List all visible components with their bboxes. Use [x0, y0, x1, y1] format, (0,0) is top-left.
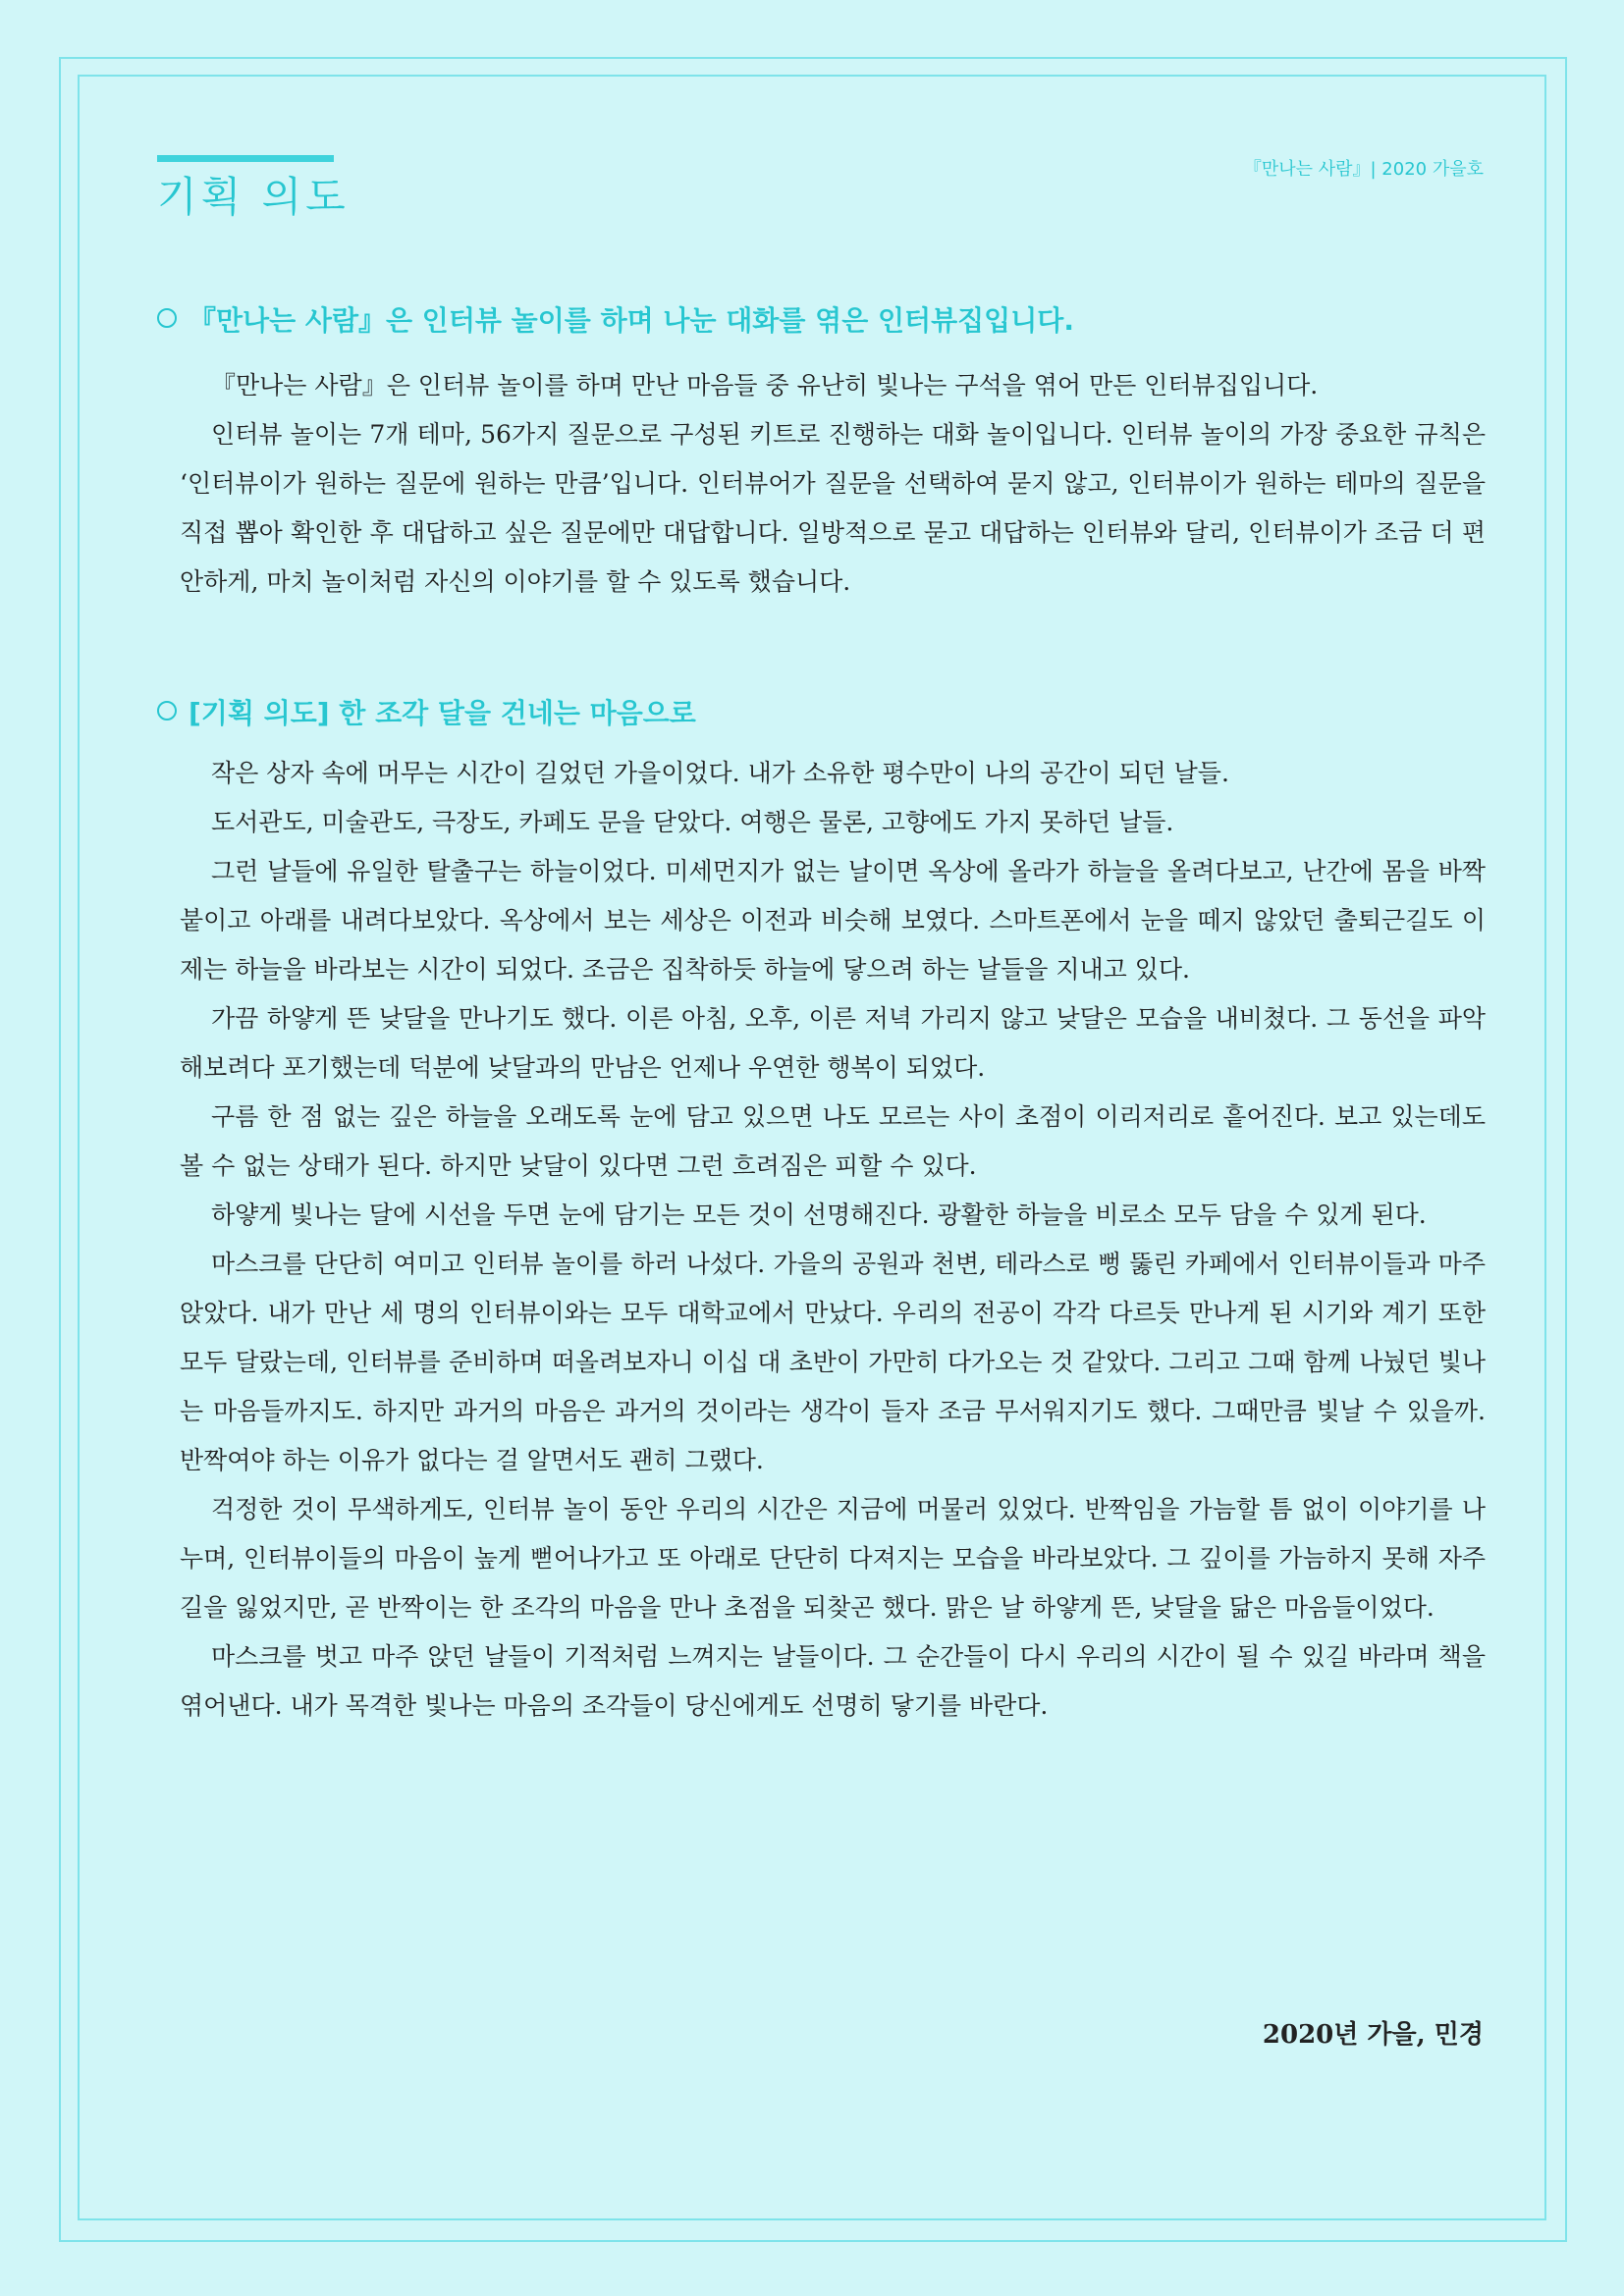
section2-heading-text: [기획 의도] 한 조각 달을 건네는 마음으로	[189, 697, 696, 729]
section2-body	[180, 749, 1486, 1731]
section1-heading	[157, 299, 1074, 339]
signature: 2020년 가을, 민경	[1262, 2020, 1484, 2050]
paragraph: 마스크를 벗고 마주 앉던 날들이 기적처럼 느껴지는 날들이다. 그 순간들이 다시 우리의 시간이 될 수 있길 바라며 책을 엮어낸다. 내가 목격한 빛나는 마음의 조각들이 당신에게도 선명히 닿기를 바란다.	[180, 1642, 1486, 1720]
paragraph: 구름 한 점 없는 깊은 하늘을 오래도록 눈에 담고 있으면 나도 모르는 사이 초점이 이리저리로 흩어진다. 보고 있는데도 볼 수 없는 상태가 된다. 하지만 낮달이 있다면 그런 흐려짐은 피할 수 있다.	[180, 1102, 1486, 1180]
title-accent-bar	[157, 155, 334, 162]
paragraph: 그런 날들에 유일한 탈출구는 하늘이었다. 미세먼지가 없는 날이면 옥상에 올라가 하늘을 올려다보고, 난간에 몸을 바짝 붙이고 아래를 내려다보았다. 옥상에서 보는 세상은 이전과 비슷해 보였다. 스마트폰에서 눈을 떼지 않았던 출퇴근길도 이제는 하늘을 바라보는 시간이 되었다. 조금은 집착하듯 하늘에 닿으려 하는 날들을 지내고 있다.	[180, 857, 1486, 984]
page-title: 기획 의도	[157, 173, 350, 221]
paragraph: 작은 상자 속에 머무는 시간이 길었던 가을이었다. 내가 소유한 평수만이 나의 공간이 되던 날들.	[211, 759, 1229, 787]
section1-body	[180, 361, 1486, 607]
section2-heading	[157, 692, 696, 731]
section1-heading-text: 『만나는 사람』은 인터뷰 놀이를 하며 나눈 대화를 엮은 인터뷰집입니다.	[189, 304, 1074, 337]
running-head: 『만나는 사람』| 2020 가을호	[1243, 159, 1484, 180]
paragraph: 도서관도, 미술관도, 극장도, 카페도 문을 닫았다. 여행은 물론, 고향에도 가지 못하던 날들.	[211, 808, 1174, 836]
circle-bullet-icon	[157, 308, 177, 328]
paragraph: 걱정한 것이 무색하게도, 인터뷰 놀이 동안 우리의 시간은 지금에 머물러 있었다. 반짝임을 가늠할 틈 없이 이야기를 나누며, 인터뷰이들의 마음이 높게 뻗어나가고 또 아래로 단단히 다져지는 모습을 바라보았다. 그 깊이를 가늠하지 못해 자주 길을 잃었지만, 곧 반짝이는 한 조각의 마음을 만나 초점을 되찾곤 했다. 맑은 날 하얗게 뜬, 낮달을 닮은 마음들이었다.	[180, 1495, 1486, 1622]
paragraph: 인터뷰 놀이는 7개 테마, 56가지 질문으로 구성된 키트로 진행하는 대화 놀이입니다. 인터뷰 놀이의 가장 중요한 규칙은 ‘인터뷰이가 원하는 질문에 원하는 만큼’입니다. 인터뷰어가 질문을 선택하여 묻지 않고, 인터뷰이가 원하는 테마의 질문을 직접 뽑아 확인한 후 대답하고 싶은 질문에만 대답합니다. 일방적으로 묻고 대답하는 인터뷰와 달리, 인터뷰이가 조금 더 편안하게, 마치 놀이처럼 자신의 이야기를 할 수 있도록 했습니다.	[180, 420, 1486, 596]
paragraph: 『만나는 사람』은 인터뷰 놀이를 하며 만난 마음들 중 유난히 빛나는 구석을 엮어 만든 인터뷰집입니다.	[211, 371, 1319, 400]
paragraph: 하얗게 빛나는 달에 시선을 두면 눈에 담기는 모든 것이 선명해진다. 광활한 하늘을 비로소 모두 담을 수 있게 된다.	[211, 1201, 1427, 1229]
paragraph: 마스크를 단단히 여미고 인터뷰 놀이를 하러 나섰다. 가을의 공원과 천변, 테라스로 뻥 뚫린 카페에서 인터뷰이들과 마주 앉았다. 내가 만난 세 명의 인터뷰이와는 모두 대학교에서 만났다. 우리의 전공이 각각 다르듯 만나게 된 시기와 계기 또한 모두 달랐는데, 인터뷰를 준비하며 떠올려보자니 이십 대 초반이 가만히 다가오는 것 같았다. 그리고 그때 함께 나눴던 빛나는 마음들까지도. 하지만 과거의 마음은 과거의 것이라는 생각이 들자 조금 무서워지기도 했다. 그때만큼 빛날 수 있을까. 반짝여야 하는 이유가 없다는 걸 알면서도 괜히 그랬다.	[180, 1250, 1486, 1474]
circle-bullet-icon	[157, 701, 177, 721]
paragraph: 가끔 하얗게 뜬 낮달을 만나기도 했다. 이른 아침, 오후, 이른 저녁 가리지 않고 낮달은 모습을 내비쳤다. 그 동선을 파악해보려다 포기했는데 덕분에 낮달과의 만남은 언제나 우연한 행복이 되었다.	[180, 1004, 1486, 1082]
